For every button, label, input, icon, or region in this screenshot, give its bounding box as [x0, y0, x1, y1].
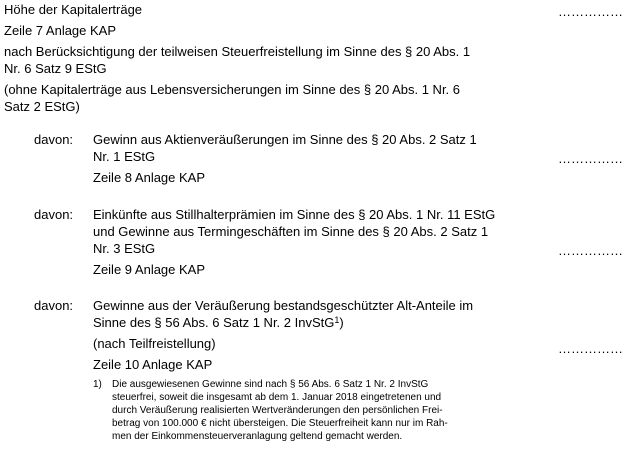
davon3-line-end: ) [339, 315, 344, 330]
davon1-line: Gewinn aus Aktienveräußerungen im Sinne des § 20 Abs. 2 Satz 1 [93, 132, 477, 147]
footnote-line: steuerfrei, soweit die insgesamt ab dem 1. Januar 2018 eingetretenen und [112, 392, 442, 403]
davon-label: davon: [34, 132, 74, 147]
main-zeile: Zeile 7 Anlage KAP [4, 23, 117, 38]
davon2-line: Einkünfte aus Stillhalterprämien im Sinne des § 20 Abs. 1 Nr. 11 EStG [93, 207, 496, 222]
davon3-line [93, 314, 529, 331]
footnote-text [112, 378, 528, 443]
davon3-value-dots: …………… [558, 341, 623, 356]
footnote-line: men der Einkommensteuerveranlagung geltend gemacht werden. [112, 431, 403, 442]
davon1-line: Nr. 1 EStG [93, 149, 156, 164]
main-desc-line: nach Berücksichtigung der teilweisen Steuerfreistellung im Sinne des § 20 Abs. 1 [4, 44, 471, 59]
davon2-line: und Gewinne aus Termingeschäften im Sinne des § 20 Abs. 2 Satz 1 [93, 224, 489, 239]
davon1-value-dots: …………… [558, 151, 623, 166]
main-desc-line: Nr. 6 Satz 9 EStG [4, 61, 107, 76]
davon3-block [93, 297, 529, 373]
davon3-line: Gewinne aus der Veräußerung bestandsgeschützter Alt-Anteile im [93, 298, 474, 313]
davon3-zeile: Zeile 10 Anlage KAP [93, 357, 213, 372]
footnote-line: durch Veräußerung realisierten Wertveränderungen den persönlichen Frei- [112, 405, 443, 416]
footnote-reference: 1 [334, 315, 340, 325]
davon2-value-dots: …………… [558, 243, 623, 258]
davon3-line: (nach Teilfreistellung) [93, 336, 216, 351]
davon2-block [93, 206, 529, 278]
main-value-dots: …………… [558, 4, 623, 19]
main-desc-line: Satz 2 EStG) [4, 99, 80, 114]
main-title: Höhe der Kapitalerträge [4, 2, 143, 17]
davon1-block [93, 131, 529, 186]
main-block [4, 1, 534, 115]
footnote-line: betrag von 100.000 € nicht übersteigen. Die Steuerfreiheit kann nur im Rah- [112, 418, 448, 429]
footnote-mark: 1) [93, 379, 102, 390]
davon3-line-text: Sinne des § 56 Abs. 6 Satz 1 Nr. 2 InvStG [93, 315, 335, 330]
davon-label: davon: [34, 298, 74, 313]
davon-label: davon: [34, 207, 74, 222]
main-desc-line: (ohne Kapitalerträge aus Lebensversicherungen im Sinne des § 20 Abs. 1 Nr. 6 [4, 82, 461, 97]
footnote-line: Die ausgewiesenen Gewinne sind nach § 56 Abs. 6 Satz 1 Nr. 2 InvStG [112, 379, 429, 390]
davon2-line: Nr. 3 EStG [93, 241, 156, 256]
davon2-zeile: Zeile 9 Anlage KAP [93, 262, 206, 277]
davon1-zeile: Zeile 8 Anlage KAP [93, 170, 206, 185]
